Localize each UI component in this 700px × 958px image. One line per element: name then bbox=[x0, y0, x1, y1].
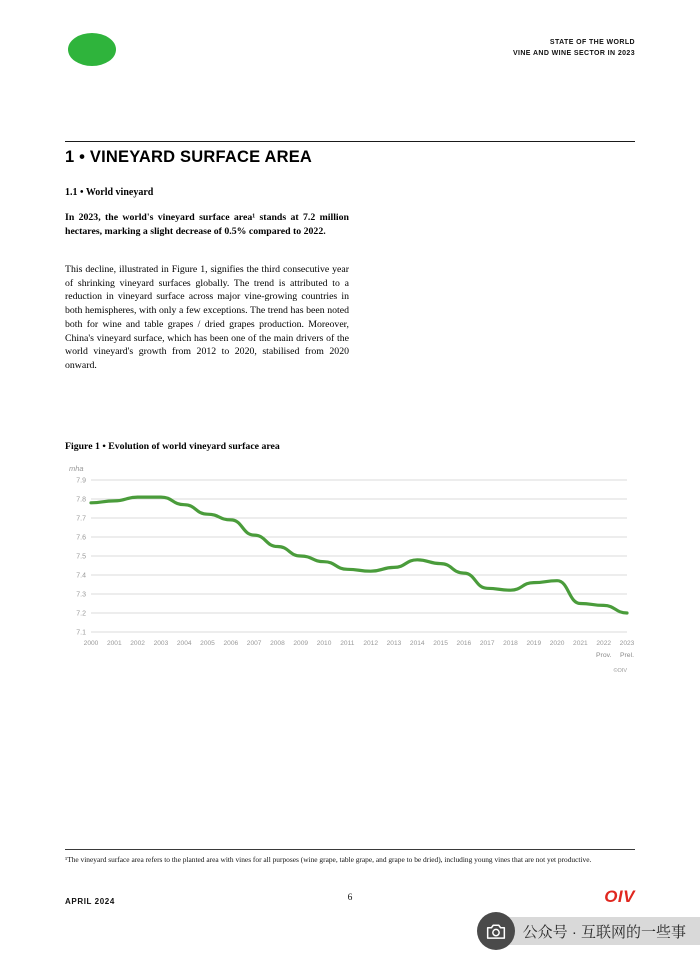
svg-text:Prov.: Prov. bbox=[596, 652, 612, 659]
svg-text:2007: 2007 bbox=[246, 640, 262, 647]
svg-text:2014: 2014 bbox=[409, 640, 425, 647]
svg-text:2022: 2022 bbox=[596, 640, 612, 647]
footnote-text: ¹The vineyard surface area refers to the planted area with vines for all purposes (wine grape, table grape, and grape to be dried), including young vines that are not yet productive. bbox=[65, 855, 592, 864]
svg-text:2021: 2021 bbox=[573, 640, 588, 647]
svg-text:2000: 2000 bbox=[83, 640, 99, 647]
svg-text:2012: 2012 bbox=[363, 640, 378, 647]
report-brand bbox=[513, 37, 635, 59]
svg-text:2003: 2003 bbox=[153, 640, 169, 647]
svg-text:7.7: 7.7 bbox=[76, 515, 86, 523]
camera-icon bbox=[477, 912, 515, 950]
svg-text:2018: 2018 bbox=[503, 640, 518, 647]
lead-paragraph: In 2023, the world's vineyard surface area¹ stands at 7.2 million hectares, marking a slight decrease of 0.5% compared to 2022. bbox=[65, 212, 349, 237]
svg-text:2005: 2005 bbox=[200, 640, 215, 647]
footer-date: APRIL 2024 bbox=[65, 897, 115, 906]
svg-text:7.4: 7.4 bbox=[76, 572, 86, 580]
watermark-banner bbox=[477, 912, 700, 950]
brand-line-2: VINE AND WINE SECTOR IN 2023 bbox=[512, 50, 635, 58]
svg-text:2001: 2001 bbox=[106, 640, 122, 647]
svg-text:7.9: 7.9 bbox=[76, 477, 86, 485]
svg-text:2013: 2013 bbox=[386, 640, 402, 647]
footnote-rule bbox=[65, 849, 635, 850]
svg-text:2010: 2010 bbox=[316, 640, 332, 647]
svg-text:7.6: 7.6 bbox=[76, 534, 86, 542]
svg-text:7.3: 7.3 bbox=[76, 591, 86, 599]
svg-text:2023: 2023 bbox=[619, 640, 635, 647]
green-oval-logo bbox=[68, 33, 116, 66]
svg-text:mha: mha bbox=[69, 464, 84, 473]
svg-text:©OIV: ©OIV bbox=[613, 668, 627, 674]
svg-text:2019: 2019 bbox=[526, 640, 542, 647]
svg-text:2009: 2009 bbox=[293, 640, 309, 647]
svg-text:7.1: 7.1 bbox=[76, 629, 86, 637]
svg-text:2016: 2016 bbox=[456, 640, 472, 647]
section-title: 1 • VINEYARD SURFACE AREA bbox=[65, 148, 313, 166]
section-top-rule bbox=[65, 141, 635, 142]
svg-text:2020: 2020 bbox=[549, 640, 565, 647]
svg-text:2011: 2011 bbox=[340, 640, 355, 647]
svg-text:Prel.: Prel. bbox=[620, 652, 634, 659]
section-subtitle: 1.1 • World vineyard bbox=[65, 187, 154, 198]
svg-text:2015: 2015 bbox=[433, 640, 448, 647]
svg-text:2002: 2002 bbox=[130, 640, 145, 647]
figure-caption: Figure 1 • Evolution of world vineyard surface area bbox=[65, 441, 280, 452]
figure-1-chart bbox=[63, 462, 637, 682]
svg-text:2004: 2004 bbox=[176, 640, 192, 647]
body-paragraph: This decline, illustrated in Figure 1, signifies the third consecutive year of shrinking vineyard surfaces globally. The trend is attributed to a reduction in vineyard surface across major vine-growing countries in both hemispheres, with only a few exceptions. The trend has been noted both for wine and table grapes / dried grapes production. Moreover, China's vineyard surface, which has been one of the main drivers of the world vineyard's growth from 2012 to 2020, stabilised from 2020 onward. bbox=[65, 264, 349, 371]
oiv-logo: OIV bbox=[604, 887, 635, 906]
svg-text:7.8: 7.8 bbox=[76, 496, 86, 504]
svg-text:7.2: 7.2 bbox=[76, 610, 86, 618]
page-number: 6 bbox=[347, 893, 353, 903]
line-chart bbox=[63, 462, 637, 678]
svg-text:2017: 2017 bbox=[479, 640, 495, 647]
brand-line-1: STATE OF THE WORLD bbox=[549, 39, 635, 46]
svg-text:2006: 2006 bbox=[223, 640, 239, 647]
svg-text:7.5: 7.5 bbox=[76, 553, 86, 561]
watermark-text: 公众号 · 互联网的一些事 bbox=[495, 917, 700, 945]
svg-text:2008: 2008 bbox=[270, 640, 285, 647]
